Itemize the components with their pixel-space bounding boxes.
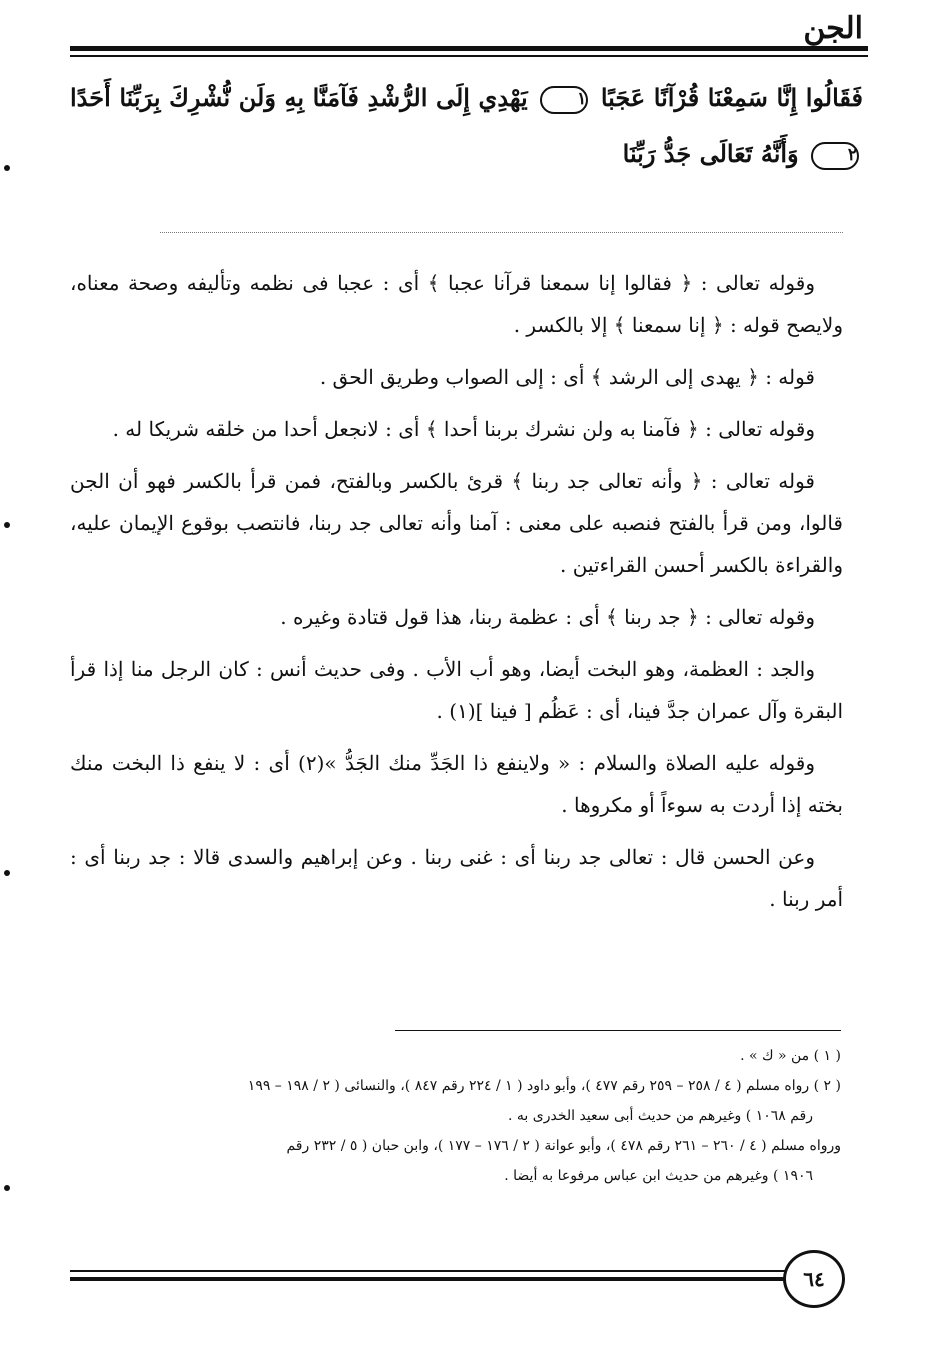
verse-text-1b: يَهْدِي إِلَى الرُّشْدِ فَآمَنَّا بِهِ وَلَن نُّشْرِكَ بِرَبِّنَا أَحَدًا <box>70 83 528 112</box>
scan-edge-mark <box>4 522 10 528</box>
scan-edge-mark <box>4 165 10 171</box>
header-rule-thin <box>70 55 868 57</box>
page-number: ٦٤ <box>783 1250 845 1308</box>
footnote-rule <box>395 1030 841 1031</box>
verse-text-1a: فَقَالُوا إِنَّا سَمِعْنَا قُرْآنًا عَجَبًا <box>600 83 864 112</box>
commentary-paragraph: وقوله تعالى : ﴿ فآمنا به ولن نشرك بربنا أحدا ﴾ أى : لانجعل أحدا من خلقه شريكا له . <box>112 417 815 441</box>
commentary-paragraph: قوله : ﴿ يهدى إلى الرشد ﴾ أى : إلى الصواب وطريق الحق . <box>319 365 815 389</box>
footnotes <box>70 1042 841 1192</box>
verse-number-marker: ١ <box>540 86 588 114</box>
commentary-paragraph: قوله تعالى : ﴿ وأنه تعالى جد ربنا ﴾ قرئ بالكسر وبالفتح، فمن قرأ بالكسر فهو أن الجن قالوا، ومن قرأ بالفتح فنصبه على معنى : آمنا وأنه تعالى جد ربنا، فانتصب بوقوع الإيمان عليه، والقراءة بالكسر أحسن القراءتين . <box>70 469 843 577</box>
verse-number-marker: ٢ <box>811 142 859 170</box>
commentary-body <box>70 262 843 930</box>
verse-text-2: وَأَنَّهُ تَعَالَى جَدُّ رَبِّنَا <box>622 139 799 168</box>
commentary-paragraph: والجد : العظمة، وهو البخت أيضا، وهو أب الأب . وفى حديث أنس : كان الرجل منا إذا قرأ البقرة وآل عمران جدَّ فينا، أى : عَظُم [ فينا ](١) . <box>70 657 843 723</box>
footnote-1: ( ١ ) من « ك » . <box>740 1048 841 1064</box>
scan-edge-mark <box>4 870 10 876</box>
footer-rule-thick <box>70 1277 788 1281</box>
header-rule-thick <box>70 46 868 51</box>
surah-title: الجن <box>803 11 863 46</box>
footnote-2: ( ٢ ) رواه مسلم ( ٤ / ٢٥٨ – ٢٥٩ رقم ٤٧٧ )، وأبو داود ( ١ / ٢٢٤ رقم ٨٤٧ )، والنسائى ( ٢ / ١٩٨ – ١٩٩ <box>247 1078 841 1094</box>
commentary-paragraph: وقوله عليه الصلاة والسلام : « ولاينفع ذا الجَدِّ منك الجَدُّ »(٢) أى : لا ينفع ذا البخت منك بخته إذا أردت به سوءاً أو مكروها . <box>70 751 843 817</box>
footnote-2-continued: رقم ١٠٦٨ ) وغيرهم من حديث أبى سعيد الخدرى به . <box>508 1108 813 1124</box>
footer-rule-thin <box>70 1270 788 1272</box>
section-divider <box>160 232 843 233</box>
footnote-3: ورواه مسلم ( ٤ / ٢٦٠ – ٢٦١ رقم ٤٧٨ )، وأبو عوانة ( ٢ / ١٧٦ – ١٧٧ )، وابن حبان ( ٥ / ٢٣٢ رقم <box>286 1138 841 1154</box>
quran-verses <box>70 70 863 182</box>
commentary-paragraph: وعن الحسن قال : تعالى جد ربنا أى : غنى ربنا . وعن إبراهيم والسدى قالا : جد ربنا أى : أمر ربنا . <box>70 845 843 911</box>
scan-edge-mark <box>4 1185 10 1191</box>
commentary-paragraph: وقوله تعالى : ﴿ فقالوا إنا سمعنا قرآنا عجبا ﴾ أى : عجبا فى نظمه وتأليفه وصحة معناه، ولايصح قوله : ﴿ إنا سمعنا ﴾ إلا بالكسر . <box>70 271 843 337</box>
footnote-3-continued: ١٩٠٦ ) وغيرهم من حديث ابن عباس مرفوعا به أيضا . <box>504 1168 813 1184</box>
commentary-paragraph: وقوله تعالى : ﴿ جد ربنا ﴾ أى : عظمة ربنا، هذا قول قتادة وغيره . <box>280 605 815 629</box>
